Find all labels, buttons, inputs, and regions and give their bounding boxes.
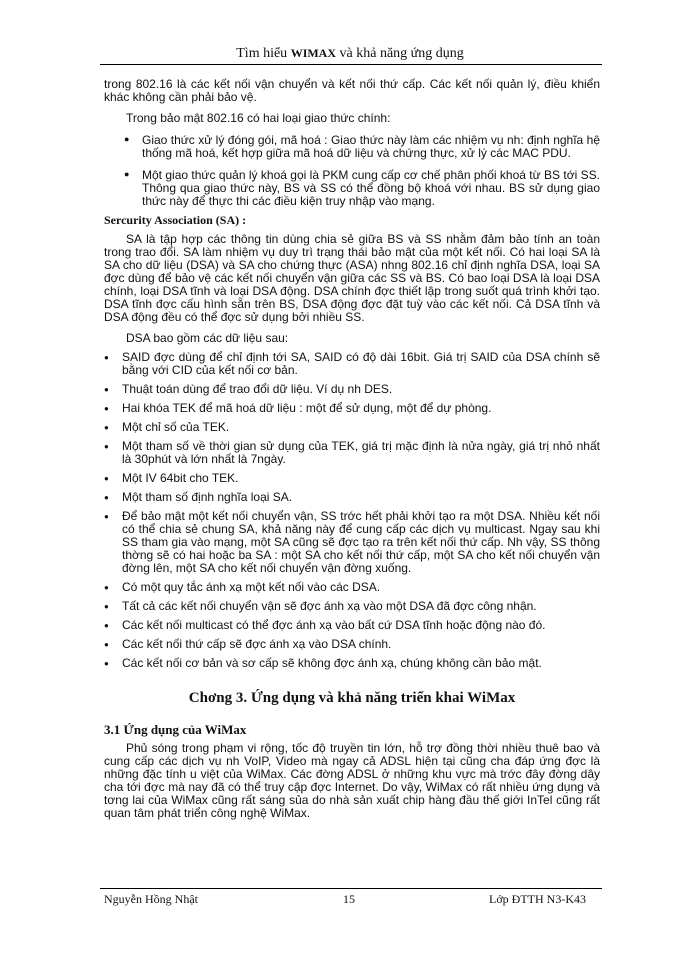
- protocol-item-2: ● Một giao thức quản lý khoá gọi là PKM cung cấp cơ chế phân phối khoá từ BS tới SS. Thông qua giao thức này, BS và SS có thể đồng bộ khoá với nhau. BS sử dụng giao thức này để thực thi các điều kiện truy nhập vào mạng.: [104, 169, 600, 208]
- list-item: ● Một chỉ số của TEK.: [104, 421, 600, 434]
- list-item: ● SAID đợc dùng để chỉ định tới SA, SAID có độ dài 16bit. Giá trị SAID của DSA chính sẽ bằng với CID của kết nối cơ bản.: [104, 351, 600, 377]
- list-item: ● Các kết nối multicast có thể đợc ánh xạ vào bất cứ DSA tĩnh hoặc động nào đó.: [104, 619, 600, 632]
- list-item: ● Một IV 64bit cho TEK.: [104, 472, 600, 485]
- page-number: 15: [343, 892, 355, 906]
- list-item: ● Có một quy tắc ánh xạ một kết nối vào các DSA.: [104, 581, 600, 594]
- protocol-list: [104, 134, 600, 208]
- footer-rule: [100, 888, 602, 889]
- list-item: ● Các kết nối cơ bản và sơ cấp sẽ không đợc ánh xạ, chúng không cần bảo mật.: [104, 657, 600, 670]
- sa-paragraph: SA là tập hợp các thông tin dùng chia sẻ giữa BS và SS nhằm đảm bảo tính an toàn trong trao đổi. SA làm nhiệm vụ duy trì trạng thái bảo mật của một kết nối. Có hai loại SA là SA cho dữ liệu (DSA) và SA cho chứng thực (ASA) nhng 802.16 chỉ định nghĩa DSA, loại SA đợc dùng để bảo vệ các kết nối chuyển vận giữa các SS và BS. Có bao loại DSA là loại DSA chính, loại DSA tĩnh và loại DSA động. DSA chính đợc thiết lập trong suốt quá trình khởi tạo. DSA tĩnh đợc cấu hình sẵn trên BS, DSA động đợc đặt tuỳ vào các kết nối. Cả DSA tĩnh và DSA động đều có thể đợc sử dụng bởi nhiều SS.: [104, 232, 600, 324]
- list-item: ● Hai khóa TEK để mã hoá dữ liệu : một để sử dụng, một để dự phòng.: [104, 402, 600, 415]
- footer-class: Lớp ĐTTH N3-K43: [489, 892, 586, 906]
- list-item: ● Các kết nối thứ cấp sẽ đợc ánh xạ vào DSA chính.: [104, 638, 600, 651]
- protocol-item-1: ● Giao thức xử lý đóng gói, mã hoá : Giao thức này làm các nhiệm vụ nh: định nghĩa hệ thống mã hoá, kết hợp giữa mã hoá dữ liệu và chứng thực, xử lý các MAC PDU.: [104, 134, 600, 160]
- list-item: ● Để bảo mật một kết nối chuyển vận, SS trớc hết phải khởi tạo ra một DSA. Nhiều kết nối có thể chia sẻ chung SA, khả năng này để cung cấp các dịch vụ multicast. Ngay sau khi SS tham gia vào mạng, một SA cũng sẽ đợc tạo ra trên kết nối thứ cấp. Nh vậy, SS thông thờng sẽ có hai hoặc ba SA : một SA cho kết nối thứ cấp, một SA cho kết nối chuyển vận đờng lên, một SA cho kết nối chuyển vận đờng xuống.: [104, 510, 600, 575]
- header-rule: [100, 64, 602, 65]
- page-body: [104, 78, 600, 820]
- list-item: ● Thuật toán dùng để trao đổi dữ liệu. Ví dụ nh DES.: [104, 383, 600, 396]
- header-brand: WIMAX: [290, 46, 337, 60]
- section-paragraph: Phủ sóng trong phạm vi rộng, tốc độ truyền tin lớn, hỗ trợ đồng thời nhiều thuê bao và cung cấp các dịch vụ nh VoIP, Video mà ngay cả ADSL hiện tại cũng cha đáp ứng đợc là những đặc tính u việt của WiMax. Các đờng ADSL ở những khu vực mà trớc đây đờng dây cha tới đợc mà nay đã có thể truy cập đợc Internet. Do vậy, WiMax có rất nhiều ứng dụng và tơng lai của WiMax cũng rất sáng sủa do nhà sản xuất chip hàng đầu thế giới InTel cũng rất quan tâm phát triển công nghệ WiMax.: [104, 741, 600, 820]
- chapter-title: Chơng 3. Ứng dụng và khả năng triển khai WiMax: [188, 690, 516, 706]
- security-lead: Trong bảo mật 802.16 có hai loại giao thức chính:: [126, 111, 391, 125]
- dsa-list: [104, 351, 600, 670]
- dsa-lead: DSA bao gồm các dữ liệu sau:: [126, 331, 289, 345]
- sa-heading: Sercurity Association (SA) :: [104, 213, 247, 227]
- list-item: ● Tất cả các kết nối chuyển vận sẽ đợc ánh xạ vào một DSA đã đợc công nhận.: [104, 600, 600, 613]
- running-header: [100, 44, 600, 63]
- intro-paragraph: trong 802.16 là các kết nối vận chuyển và kết nối thứ cấp. Các kết nối quản lý, điều khiển khác không cần phải bảo vệ.: [104, 77, 600, 104]
- footer-author: Nguyễn Hồng Nhật: [104, 892, 198, 906]
- header-prefix: Tìm hiểu: [236, 46, 288, 61]
- section-title: 3.1 Ứng dụng của WiMax: [104, 722, 247, 737]
- header-suffix: và khả năng ứng dụng: [339, 46, 464, 61]
- list-item: ● Một tham số về thời gian sử dụng của TEK, giá trị mặc định là nửa ngày, giá trị nhỏ nhất là 30phút và lớn nhất là 7ngày.: [104, 440, 600, 466]
- list-item: ● Một tham số định nghĩa loại SA.: [104, 491, 600, 504]
